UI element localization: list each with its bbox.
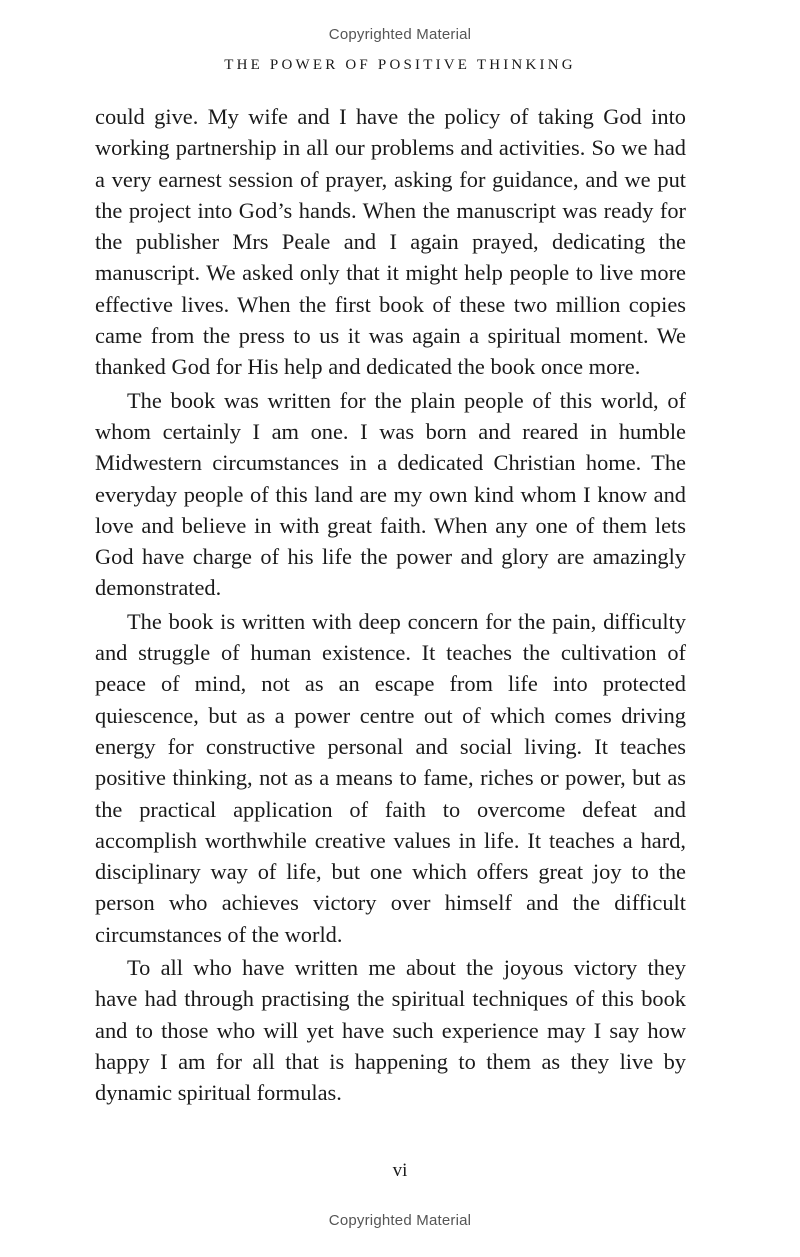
paragraph-1: could give. My wife and I have the policy of taking God into working partnership in all our problems and activities. So we had a very earnest session of prayer, asking for guidance, and we put the project into God’s hands. When the manuscript was ready for the publisher Mrs Peale and I again prayed, dedicating the manuscript. We asked only that it might help people to live more effective lives. When the first book of these two million copies came from the press to us it was again a spiritual moment. We thanked God for His help and dedicated the book once more. xyxy=(95,104,686,380)
page-number: vi xyxy=(392,1160,408,1181)
paragraph-3: The book is written with deep concern for the pain, difficulty and struggle of human existence. It teaches the cultivation of peace of mind, not as an escape from life into protected quiescence, but as a power centre out of which comes driving energy for constructive personal and social living. It teaches positive thinking, not as a means to fame, riches or power, but as the practical application of faith to overcome defeat and accomplish worthwhile creative values in life. It teaches a hard, disciplinary way of life, but one which offers great joy to the person who achieves victory over himself and the difficult circumstances of the world. xyxy=(95,608,686,947)
copyright-watermark-bottom: Copyrighted Material xyxy=(328,1212,472,1229)
copyright-watermark-top: Copyrighted Material xyxy=(328,26,472,43)
body-text xyxy=(95,101,686,1109)
paragraph-2: The book was written for the plain people of this world, of whom certainly I am one. I was born and reared in humble Midwestern circumstances in a dedicated Christian home. The everyday people of this land are my own kind whom I know and love and believe in with great faith. When any one of them lets God have charge of his life the power and glory are amazingly demonstrated. xyxy=(95,387,686,601)
paragraph-4: To all who have written me about the joyous victory they have had through practising the spiritual techniques of this book and to those who will yet have such experience may I say how happy I am for all that is happening to them as they live by dynamic spiritual formulas. xyxy=(95,955,686,1106)
running-head: THE POWER OF POSITIVE THINKING xyxy=(224,57,576,73)
